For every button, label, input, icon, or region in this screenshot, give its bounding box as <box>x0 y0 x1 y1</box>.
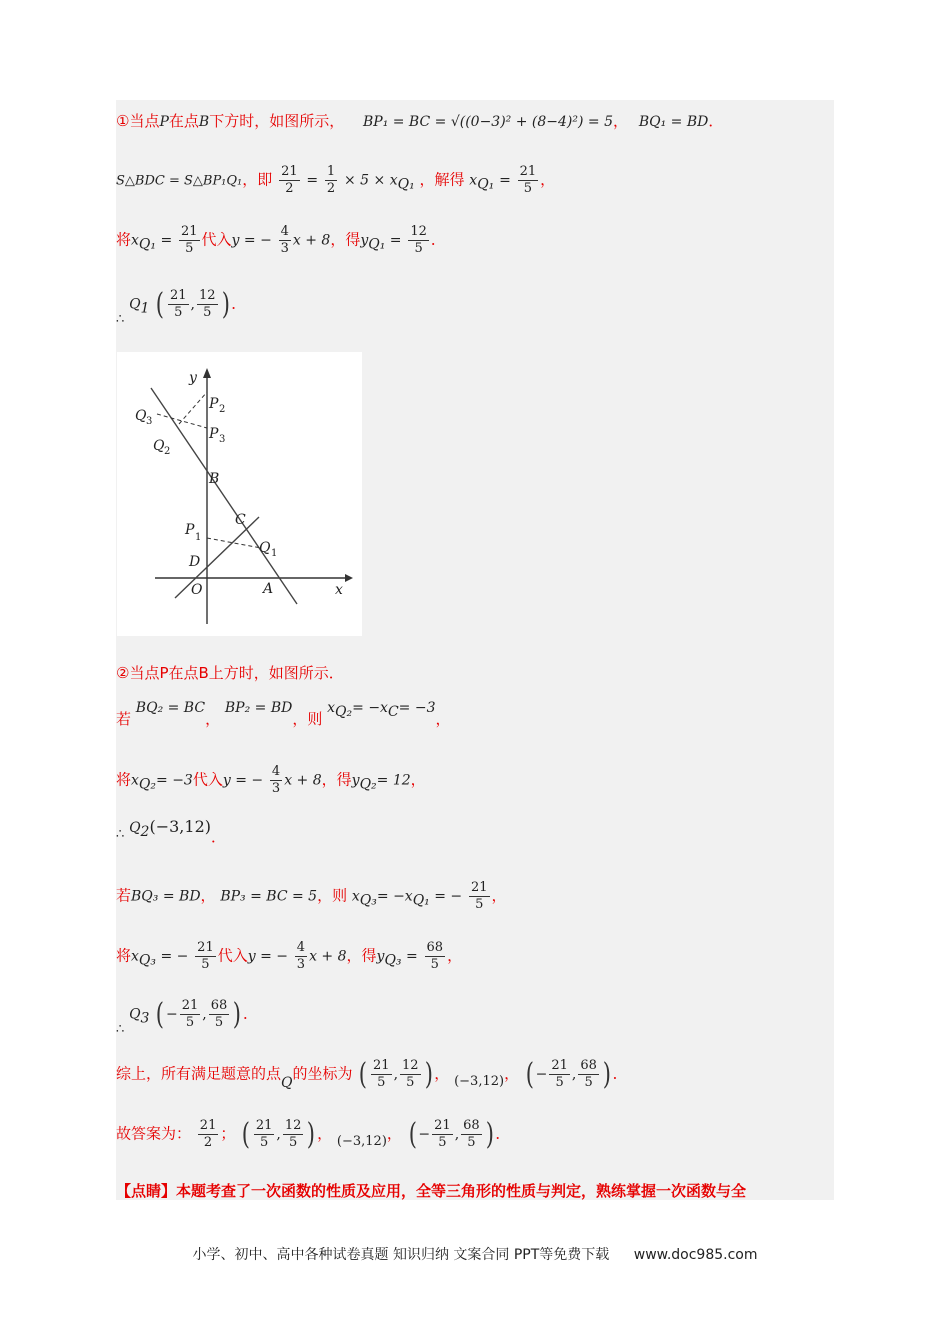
case2-line <box>116 662 344 683</box>
line-eq-y: y = − <box>231 232 272 249</box>
answer-prefix: 故答案为： <box>116 1124 192 1143</box>
xq1-label: x <box>469 172 478 189</box>
frac-21-2 <box>279 164 300 197</box>
formula-bq2-bc: BQ₂ = BC <box>135 700 206 716</box>
case2-condition-1: 若 BQ₂ = BC， BP₂ = BD，则 $x_{Q_2}= -x_C= -3$， <box>116 700 451 728</box>
label-q3: Q <box>135 408 147 424</box>
label-p2: P <box>209 396 219 412</box>
label-q2-sub: 2 <box>164 446 171 457</box>
text-jiang: 将 <box>116 946 132 965</box>
frac-num: 21 <box>519 164 537 179</box>
text-de: ，得 <box>330 230 361 249</box>
formula-bp1-bc: BP₁ = BC = √((0−3)² + (8−4)²) = 5 <box>362 114 614 130</box>
frac-num: 12 <box>410 224 427 239</box>
summary-prefix: 综上，所有满足题意的点 <box>116 1064 282 1083</box>
text-jiede: ，解得 <box>419 170 465 189</box>
label-q1-sub: 1 <box>271 548 278 559</box>
xq2-eq: = −x <box>352 700 388 716</box>
formula-bp2-bd: BP₂ = BD <box>224 700 293 716</box>
frac-4-3 <box>279 224 291 257</box>
label-p2-sub: 2 <box>219 404 226 415</box>
footer <box>0 1244 950 1264</box>
text-dairu: 代入 <box>192 770 223 789</box>
xq2-sub-eq: = −3 <box>156 772 193 789</box>
point-p: P <box>159 114 169 130</box>
frac-den: 5 <box>430 957 439 972</box>
text-dairu: 代入 <box>201 230 232 249</box>
line-eq-tail: x + 8 <box>292 232 331 249</box>
frac-num: 21 <box>199 1118 217 1133</box>
text-dairu: 代入 <box>217 946 248 965</box>
summary-line: 综上，所有满足题意的点Q的坐标为 ( $\frac{21}{5}$ , $\frac{12}{5}$ ) ， (−3,12)， ( − $\frac{21}{5}$ , $\frac{68}{5}$ ) ． <box>116 1056 628 1092</box>
substitute-line-1: 将$x_{Q_1}$ = $\frac{21}{5}$ 代入y = − $\frac{4}{3}$ x + 8，得$y_{Q_1}$ = $\frac{12}{5}$ ． <box>116 224 446 256</box>
label-d: D <box>189 554 201 570</box>
solution-panel <box>116 100 834 1200</box>
point-b: B <box>198 114 210 130</box>
frac-xq1 <box>518 164 539 197</box>
text-ji: ，即 <box>242 170 273 189</box>
label-x: x <box>335 582 343 598</box>
text-de: ，得 <box>321 770 352 789</box>
label-p1: P <box>185 522 195 538</box>
therefore-symbol: ∴ <box>116 827 125 842</box>
figure-svg <box>117 352 362 636</box>
frac-num: 4 <box>280 224 289 239</box>
label-a: A <box>263 581 274 597</box>
coordinate-figure <box>117 352 362 636</box>
frac-yq1 <box>408 224 429 257</box>
q1-result: ∴ $Q_1$ ( $\frac{21}{5}$ , $\frac{12}{5}$ ) ． <box>116 286 247 327</box>
substitute-line-3: 将$x_{Q_3}$ = − $\frac{21}{5}$ 代入y = − $\frac{4}{3}$ x + 8，得$y_{Q_3}$ = $\frac{68}{5}$ ， <box>116 940 463 972</box>
label-y: y <box>189 370 197 386</box>
label-q1: Q <box>259 540 271 556</box>
therefore-symbol: ∴ <box>116 1021 125 1037</box>
dashed-q3-p3 <box>157 414 207 428</box>
semicolon: ； <box>220 1124 236 1143</box>
text-ruo: 若 <box>116 710 132 728</box>
frac-21-5: $\frac{21}{5}$ <box>180 224 198 256</box>
case2-condition-2: 若BQ₃ = BD， BP₃ = BC = 5，则 $x_{Q_3}= -x_{Q_1}$ = − $\frac{21}{5}$ ， <box>116 880 507 912</box>
frac-1-2: $\frac{1}{2}$ <box>326 164 336 196</box>
text-de: ，得 <box>346 946 377 965</box>
text-zaidian: 在点 <box>168 112 199 130</box>
label-p3: P <box>209 426 219 442</box>
text-jiang: 将 <box>116 230 132 249</box>
period: ． <box>708 112 724 130</box>
q2-result: ∴ $Q_2(-3,12)$． <box>116 817 226 846</box>
yq2-val: = 12 <box>376 772 411 789</box>
frac-den: 2 <box>285 181 294 196</box>
summary-q2: (−3,12) <box>454 1073 505 1089</box>
summary-mid: 的坐标为 <box>292 1064 353 1083</box>
case1-intro: ①当点 <box>116 112 160 130</box>
xq3-eq: = −x <box>376 888 413 905</box>
text-below: 下方时，如图所示， <box>209 112 345 130</box>
comment-line <box>116 1180 746 1201</box>
label-b: B <box>209 471 220 487</box>
label-o: O <box>191 582 203 598</box>
case2-text: ②当点P在点B上方时，如图所示． <box>116 664 344 682</box>
frac-num: 21 <box>470 880 488 895</box>
area-equation: S△BDC = S△BP₁Q₁ <box>116 173 243 189</box>
frac-num: 68 <box>426 940 444 955</box>
label-q3-sub: 3 <box>146 416 153 427</box>
frac-den: 5 <box>414 241 423 256</box>
line-ab <box>151 388 297 604</box>
text-ze: ，则 <box>292 710 323 728</box>
summary-q: Q <box>281 1074 293 1091</box>
text-ze: ，则 <box>317 886 348 905</box>
answer-q2: (−3,12) <box>336 1133 387 1149</box>
substitute-line-2: 将$x_{Q_2}= -3$代入y = − $\frac{4}{3}$ x + 8，得$y_{Q_2}= 12$， <box>116 764 426 796</box>
xq2-val: = −3 <box>398 700 436 716</box>
formula-bq3-bd: BQ₃ = BD <box>131 888 201 905</box>
comma: ， <box>613 112 629 130</box>
label-p1-sub: 1 <box>195 532 202 543</box>
footer-text: 小学、初中、高中各种试卷真题 知识归纳 文案合同 PPT等免费下载 <box>192 1247 610 1263</box>
frac-den: 5 <box>523 181 532 196</box>
formula-bq1-bd: BQ₁ = BD <box>638 114 709 130</box>
label-p3-sub: 3 <box>219 434 226 445</box>
q2-coord: (−3,12) <box>149 817 211 836</box>
answer-line: 故答案为： $\frac{21}{2}$ ； ( $\frac{21}{5}$ , $\frac{12}{5}$ ) ， (−3,12)， ( − $\frac{21}{5}$ , $\frac{68}{5}$ ) ． <box>116 1116 511 1152</box>
text-jiang: 将 <box>116 770 132 789</box>
dashed-q2-p2 <box>179 392 207 424</box>
formula-bp3-bc: BP₃ = BC = 5 <box>220 888 318 905</box>
case1-line <box>116 110 723 131</box>
frac-num: 21 <box>281 164 298 179</box>
comment-text: 【点睛】本题考查了一次函数的性质及应用，全等三角形的性质与判定，熟练掌握一次函数与全 <box>116 1182 747 1200</box>
footer-url[interactable]: www.doc985.com <box>633 1247 758 1263</box>
area-calc-right: × 5 × x <box>343 172 398 189</box>
q3-result: ∴ $Q_3$ ( − $\frac{21}{5}$ , $\frac{68}{5}$ ) ． <box>116 996 258 1037</box>
frac-den: 2 <box>203 1135 213 1150</box>
label-c: C <box>235 512 246 528</box>
frac-den: 5 <box>475 897 484 912</box>
q1-label: Q <box>129 296 141 313</box>
frac-den: 3 <box>280 241 289 256</box>
label-q2: Q <box>153 438 165 454</box>
x-axis-arrow <box>345 574 353 582</box>
therefore-symbol: ∴ <box>116 311 125 327</box>
area-line: S△BDC = S△BP₁Q₁，即 $\frac{21}{2}$ = $\frac{1}{2}$ × $5 \times x_{Q_1}$ ，解得 $x_{Q_1}$ = $\frac{21}{5}$ ， <box>116 164 556 196</box>
y-axis-arrow <box>203 368 211 378</box>
text-ruo: 若 <box>116 886 132 905</box>
